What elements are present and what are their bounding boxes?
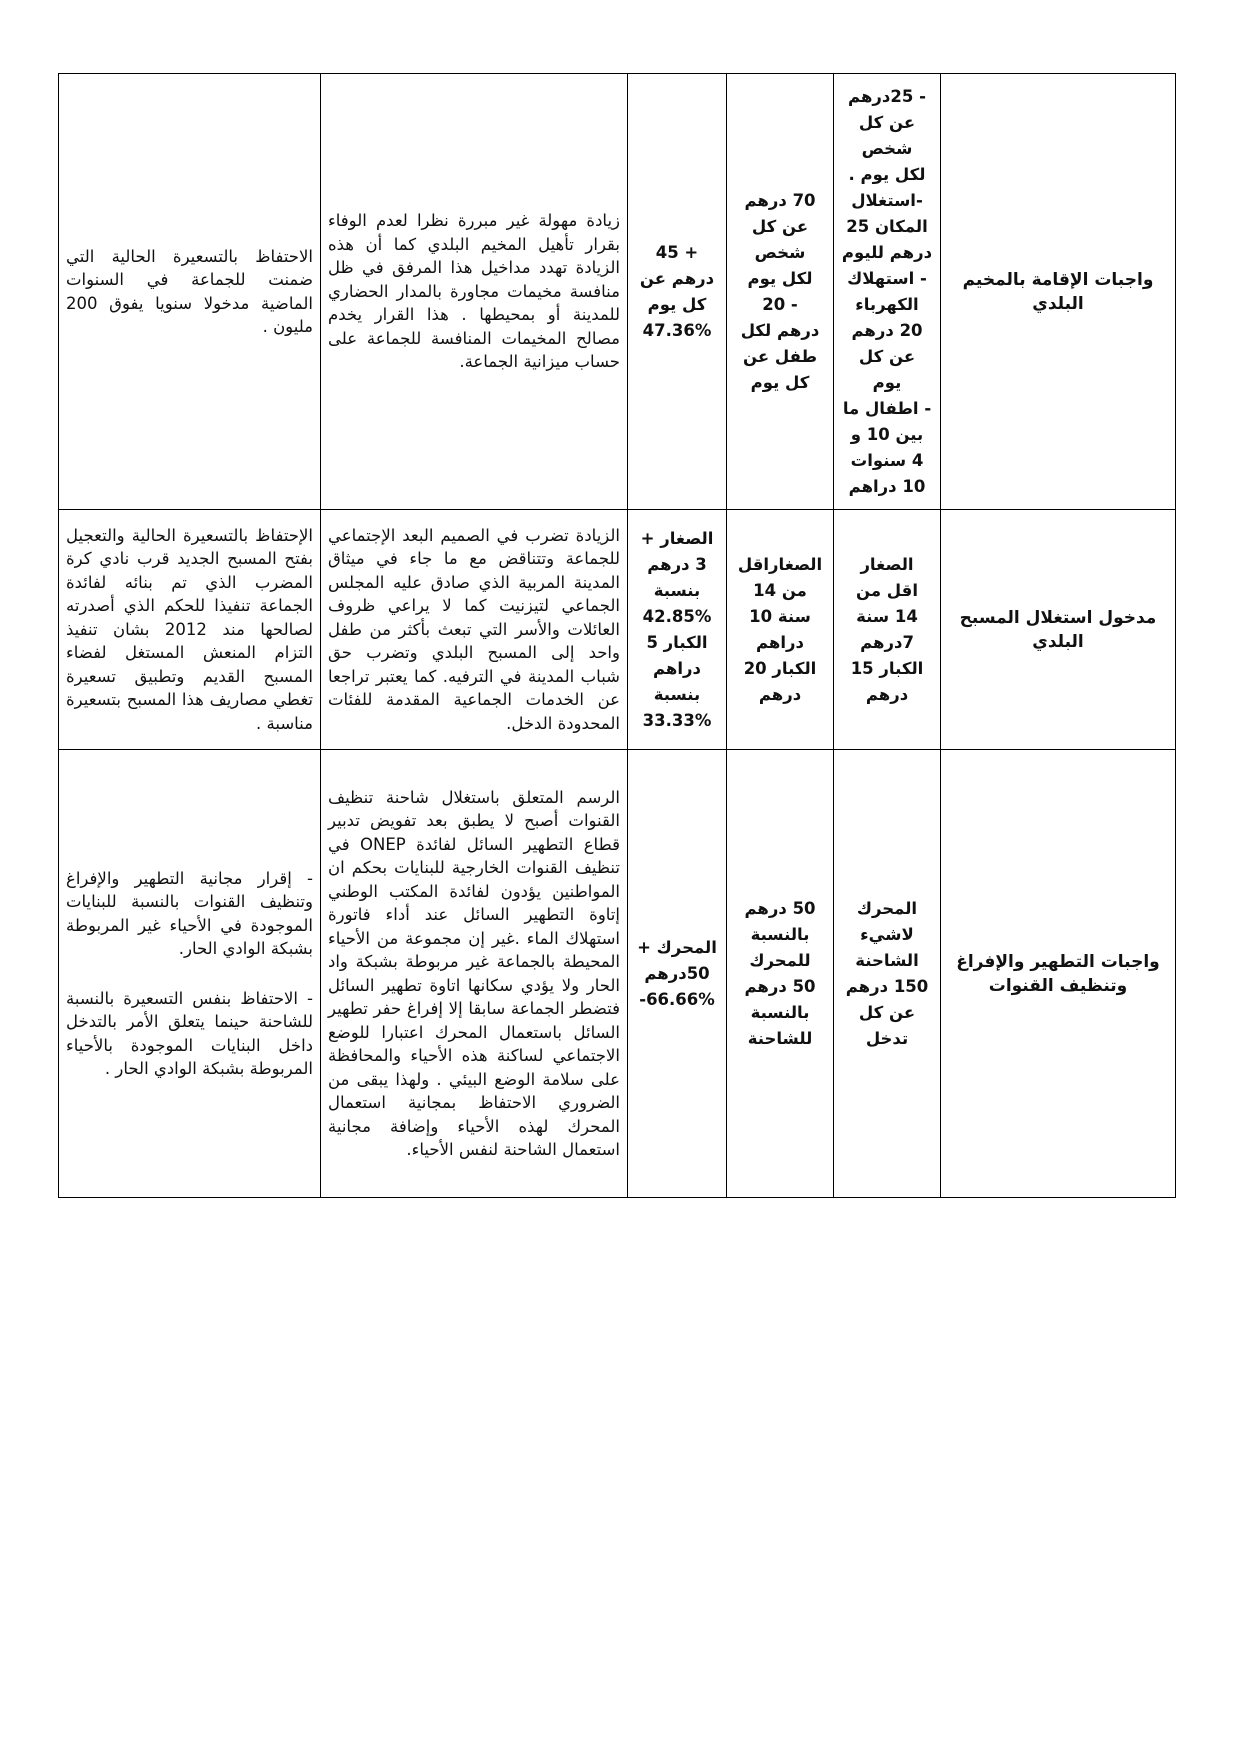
proposal-item: - إقرار مجانية التطهير والإفراغ وتنظيف القنوات بالنسبة للبنايات الموجودة في الأحياء غير المربوطة بشبكة الوادي الحار. — [66, 868, 313, 958]
new-tariff-cell — [727, 74, 834, 510]
cell-line: 50 درهم — [744, 898, 816, 918]
increase-cell — [628, 74, 727, 510]
cell-line: عن كل — [858, 112, 916, 132]
proposal-cell — [59, 750, 321, 1198]
cell-line: 14 سنة — [856, 606, 918, 626]
cell-line: 47.36% — [642, 320, 712, 340]
cell-line: المحرك + — [637, 937, 717, 957]
cell-line: 7درهم — [860, 632, 914, 652]
cell-line: 70 درهم — [744, 190, 816, 210]
cell-line: درهم لكل — [740, 320, 820, 340]
cell-line: درهم عن — [639, 268, 715, 288]
cell-line: بنسبة — [653, 684, 701, 704]
cell-line: شخص — [754, 242, 806, 262]
cell-line: بنسبة — [653, 580, 701, 600]
new-tariff-cell — [727, 510, 834, 750]
row-label: مدخول استغلال المسبح البلدي — [941, 510, 1176, 750]
cell-line: الصغاراقل — [737, 554, 823, 574]
new-tariff-cell — [727, 750, 834, 1198]
observation-cell: الرسم المتعلق باستغلال شاحنة تنظيف القنوات أصبح لا يطبق بعد تفويض تدبير قطاع التطهير السائل لفائدة ONEP في تنظيف القنوات الخارجية للبنايات بحكم ان المواطنين يؤدون لفائدة المكتب الوطني إتاوة التطهير السائل عند أداء فاتورة استهلاك الماء .غير إن مجموعة من الأحياء المحيطة بالجماعة غير مربوطة بشبكة واد الحار ولا يؤدي سكانها اتاوة تطهير السائل فتضطر الجماعة سابقا إلا إفراغ حفر تطهير السائل باستعمال المحرك اعتبارا للوضع الاجتماعي لساكنة هذه الأحياء والمحافظة على سلامة الوضع البيئي . ولهذا يبقى من الضروري الاحتفاظ بمجانية استعمال المحرك لهذه الأحياء وإضافة مجانية استعمال الشاحنة لنفس الأحياء. — [321, 750, 628, 1198]
table-row — [59, 74, 1176, 510]
cell-line: 150 درهم — [845, 976, 929, 996]
cell-line: لكل يوم — [747, 268, 813, 288]
cell-line: 50درهم — [644, 963, 710, 983]
cell-line: لكل يوم . — [848, 164, 926, 184]
cell-line: طفل عن — [742, 346, 817, 366]
cell-line: بالنسبة — [750, 924, 810, 944]
cell-line: 66.66%- — [639, 989, 715, 1009]
cell-line: 42.85% — [642, 606, 712, 626]
cell-line: عن كل — [858, 1002, 916, 1022]
increase-cell — [628, 750, 727, 1198]
cell-line: 4 سنوات — [850, 450, 924, 470]
cell-line: بالنسبة — [750, 1002, 810, 1022]
cell-line: المكان 25 — [846, 216, 928, 236]
observation-cell: الزيادة تضرب في الصميم البعد الإجتماعي للجماعة وتتناقض مع ما جاء في ميثاق المدينة المربية الذي صادق عليه المجلس الجماعي لتيزنيت كما لا يراعي ظروف العائلات والأسر التي تبعث بأكثر من طفل واحد إلى المسبح البلدي وتضرب حق شباب المدينة في الترفيه. كما يعتبر تراجعا عن الخدمات الجماعية المقدمة للفئات المحدودة الدخل. — [321, 510, 628, 750]
old-tariff-cell — [834, 74, 941, 510]
cell-line: الكهرباء — [855, 294, 919, 314]
cell-line: لاشيء — [860, 924, 914, 944]
cell-line: اقل من — [856, 580, 918, 600]
cell-line: 10 دراهم — [848, 476, 926, 496]
table-row — [59, 510, 1176, 750]
tariff-table — [58, 73, 1176, 1198]
cell-line: دراهم — [755, 632, 804, 652]
cell-line: المحرك — [856, 898, 918, 918]
cell-line: الصغار + — [640, 528, 714, 548]
document-page — [58, 73, 1176, 1198]
row-label: واجبات الإقامة بالمخيم البلدي — [941, 74, 1176, 510]
cell-line: عن كل — [858, 346, 916, 366]
cell-line: الكبار 5 — [646, 632, 708, 652]
cell-line: بين 10 و — [850, 424, 924, 444]
cell-line: درهم — [758, 684, 802, 704]
cell-line: عن كل — [751, 216, 809, 236]
cell-line: كل يوم — [750, 372, 810, 392]
cell-line: 50 درهم — [744, 976, 816, 996]
cell-line: - 20 — [762, 294, 798, 314]
cell-line: - اطفال ما — [842, 398, 932, 418]
cell-line: دراهم — [652, 658, 701, 678]
cell-line: الكبار 15 — [850, 658, 924, 678]
spacer — [66, 961, 313, 987]
row-label: واجبات التطهير والإفراغ وتنظيف القنوات — [941, 750, 1176, 1198]
cell-line: الصغار — [860, 554, 914, 574]
cell-line: - استهلاك — [847, 268, 927, 288]
old-tariff-cell — [834, 750, 941, 1198]
cell-line: شخص — [861, 138, 913, 158]
cell-line: سنة 10 — [749, 606, 811, 626]
cell-line: تدخل — [865, 1028, 909, 1048]
cell-line: 20 درهم — [851, 320, 923, 340]
cell-line: - 25درهم — [848, 86, 926, 106]
cell-line: كل يوم — [647, 294, 707, 314]
cell-line: -استغلال — [851, 190, 923, 210]
observation-cell: زيادة مهولة غير مبررة نظرا لعدم الوفاء بقرار تأهيل المخيم البلدي كما أن هذه الزيادة تهدد مداخيل هذا المرفق في ظل منافسة مخيمات مجاورة بالمدار الحضاري للمدينة أو بمحيطها . هذا القرار يخدم مصالح المخيمات المنافسة للجماعة على حساب ميزانية الجماعة. — [321, 74, 628, 510]
proposal-cell: الإحتفاظ بالتسعيرة الحالية والتعجيل بفتح المسبح الجديد قرب نادي كرة المضرب الذي تم بنائه لفائدة الجماعة تنفيذا للحكم الذي أصدرته لصالحها مند 2012 بشان تنفيذ التزام المنعش المستغل لفضاء المسبح القديم وتطبيق تسعيرة تغطي مصاريف هذا المسبح بتسعيرة مناسبة . — [59, 510, 321, 750]
cell-line: للشاحنة — [747, 1028, 813, 1048]
cell-line: 3 درهم — [647, 554, 707, 574]
cell-line: من 14 — [753, 580, 807, 600]
increase-cell — [628, 510, 727, 750]
cell-line: الكبار 20 — [743, 658, 817, 678]
cell-line: يوم — [872, 372, 902, 392]
table-row — [59, 750, 1176, 1198]
cell-line: + 45 — [655, 242, 699, 262]
cell-line: درهم لليوم — [841, 242, 933, 262]
cell-line: للمحرك — [749, 950, 811, 970]
cell-line: درهم — [865, 684, 909, 704]
cell-line: 33.33% — [642, 710, 712, 730]
cell-line: الشاحنة — [855, 950, 919, 970]
old-tariff-cell — [834, 510, 941, 750]
proposal-cell: الاحتفاظ بالتسعيرة الحالية التي ضمنت للجماعة في السنوات الماضية مدخولا سنويا يفوق 200 مليون . — [59, 74, 321, 510]
proposal-item: - الاحتفاظ بنفس التسعيرة بالنسبة للشاحنة حينما يتعلق الأمر بالتدخل داخل البنايات الموجودة بالأحياء المربوطة بشبكة الوادي الحار . — [66, 988, 313, 1078]
